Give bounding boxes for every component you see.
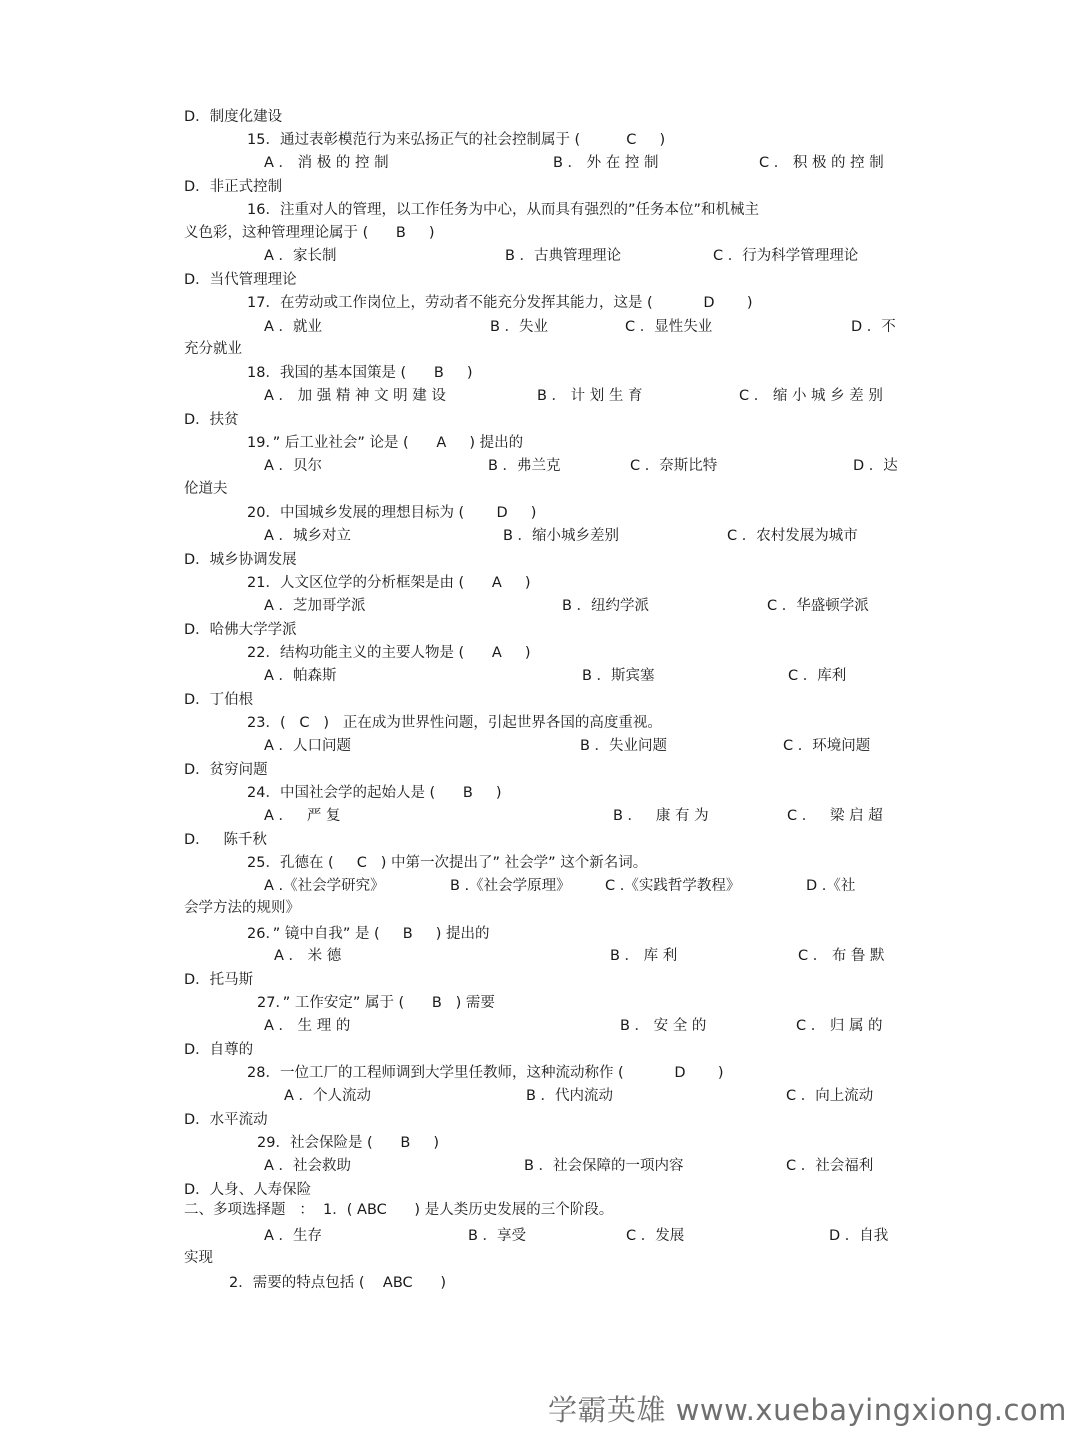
text-line: A .《社会学研究》 bbox=[264, 878, 385, 894]
text-line: B .《社会学原理》 bbox=[450, 878, 571, 894]
text-line: D ．不 bbox=[851, 319, 896, 335]
text-line: 26．” 镜中自我” 是 ( B ) 提出的 bbox=[247, 926, 490, 942]
text-line: 21．人文区位学的分析框架是由 ( A ) bbox=[247, 575, 531, 591]
text-line: 充分就业 bbox=[184, 341, 242, 357]
text-line: D．人身、人寿保险 bbox=[184, 1182, 312, 1198]
text-line: B ． 库 利 bbox=[610, 948, 678, 964]
text-line: B ． 康 有 为 bbox=[613, 808, 709, 824]
text-line: C ．农村发展为城市 bbox=[727, 528, 858, 544]
text-line: D．扶贫 bbox=[184, 412, 239, 428]
text-line: B ．弗兰克 bbox=[488, 458, 561, 474]
text-line: B ． 安 全 的 bbox=[620, 1018, 707, 1034]
text-line: 义色彩，这种管理理论属于 ( B ) bbox=[184, 225, 435, 241]
text-line: B ．社会保障的一项内容 bbox=[524, 1158, 684, 1174]
text-line: B ．古典管理理论 bbox=[505, 248, 622, 264]
text-line: D．贫穷问题 bbox=[184, 762, 268, 778]
text-line: 15．通过表彰模范行为来弘扬正气的社会控制属于 ( C ) bbox=[247, 132, 666, 148]
text-line: B ．失业问题 bbox=[580, 738, 668, 754]
text-line: 2．需要的特点包括 ( ABC ) bbox=[229, 1275, 446, 1291]
text-line: D ．达 bbox=[853, 458, 898, 474]
text-line: C ．社会福利 bbox=[786, 1158, 874, 1174]
text-line: 实现 bbox=[184, 1250, 213, 1266]
text-line: A ．生存 bbox=[264, 1228, 323, 1244]
text-line: D．丁伯根 bbox=[184, 692, 254, 708]
text-line: D ．自我 bbox=[829, 1228, 889, 1244]
text-line: 18．我国的基本国策是 ( B ) bbox=[247, 365, 473, 381]
text-line: A ．芝加哥学派 bbox=[264, 598, 366, 614]
text-line: B ． 外 在 控 制 bbox=[553, 155, 659, 171]
site-watermark: 学霸英雄 www.xuebayingxiong.com bbox=[548, 1393, 1067, 1427]
text-line: 28．一位工厂的工程师调到大学里任教师，这种流动称作 ( D ) bbox=[247, 1065, 724, 1081]
text-line: 二、多项选择题 ： 1．( ABC ) 是人类历史发展的三个阶段。 bbox=[184, 1202, 614, 1218]
text-line: B ．代内流动 bbox=[526, 1088, 614, 1104]
text-line: C ． 梁 启 超 bbox=[787, 808, 883, 824]
text-line: 17．在劳动或工作岗位上，劳动者不能充分发挥其能力，这是 ( D ) bbox=[247, 295, 753, 311]
text-line: C ．显性失业 bbox=[625, 319, 713, 335]
text-line: B ．享受 bbox=[468, 1228, 527, 1244]
text-line: B ．失业 bbox=[490, 319, 549, 335]
text-line: A ． 加 强 精 神 文 明 建 设 bbox=[264, 388, 446, 404]
text-line: B ．斯宾塞 bbox=[582, 668, 655, 684]
text-line: D．托马斯 bbox=[184, 972, 254, 988]
text-line: A ．人口问题 bbox=[264, 738, 352, 754]
text-line: D．哈佛大学学派 bbox=[184, 622, 297, 638]
text-line: A ． 米 德 bbox=[274, 948, 342, 964]
text-line: C ．奈斯比特 bbox=[630, 458, 718, 474]
text-line: C ． 布 鲁 默 bbox=[798, 948, 885, 964]
text-line: C ．华盛顿学派 bbox=[767, 598, 869, 614]
text-line: A ．帕森斯 bbox=[264, 668, 337, 684]
text-line: A ．家长制 bbox=[264, 248, 337, 264]
text-line: 伦道夫 bbox=[184, 481, 228, 497]
text-line: C ．发展 bbox=[626, 1228, 685, 1244]
text-line: B ．缩小城乡差别 bbox=[503, 528, 620, 544]
text-line: C ．库利 bbox=[788, 668, 847, 684]
text-line: 20．中国城乡发展的理想目标为 ( D ) bbox=[247, 505, 537, 521]
text-line: C ． 归 属 的 bbox=[796, 1018, 883, 1034]
text-line: C ．环境问题 bbox=[783, 738, 871, 754]
text-line: A ．贝尔 bbox=[264, 458, 323, 474]
text-line: 23．( C ) 正在成为世界性问题，引起世界各国的高度重视。 bbox=[247, 715, 662, 731]
text-line: A ．社会救助 bbox=[264, 1158, 352, 1174]
text-line: D .《社 bbox=[806, 878, 856, 894]
text-line: D．非正式控制 bbox=[184, 179, 283, 195]
text-line: A ．城乡对立 bbox=[264, 528, 352, 544]
text-line: C ． 缩 小 城 乡 差 别 bbox=[739, 388, 883, 404]
text-line: A ．就业 bbox=[264, 319, 323, 335]
text-line: D．自尊的 bbox=[184, 1042, 254, 1058]
text-line: 29．社会保险是 ( B ) bbox=[257, 1135, 440, 1151]
text-line: D． 陈千秋 bbox=[184, 832, 267, 848]
text-line: C ．向上流动 bbox=[786, 1088, 874, 1104]
text-line: D．水平流动 bbox=[184, 1112, 268, 1128]
text-line: A ．个人流动 bbox=[284, 1088, 372, 1104]
text-line: A ． 严 复 bbox=[264, 808, 341, 824]
text-line: C .《实践哲学教程》 bbox=[605, 878, 741, 894]
text-line: 16．注重对人的管理，以工作任务为中心，从而具有强烈的”任务本位”和机械主 bbox=[247, 202, 759, 218]
text-line: B ．纽约学派 bbox=[562, 598, 650, 614]
text-line: D．当代管理理论 bbox=[184, 272, 297, 288]
text-line: 27．” 工作安定” 属于 ( B ) 需要 bbox=[257, 995, 495, 1011]
text-line: 24．中国社会学的起始人是 ( B ) bbox=[247, 785, 502, 801]
text-line: B ． 计 划 生 育 bbox=[537, 388, 643, 404]
text-line: 会学方法的规则》 bbox=[184, 900, 300, 916]
text-line: A ． 消 极 的 控 制 bbox=[264, 155, 389, 171]
text-line: C ．行为科学管理理论 bbox=[713, 248, 859, 264]
text-line: D．制度化建设 bbox=[184, 109, 283, 125]
text-line: A ． 生 理 的 bbox=[264, 1018, 351, 1034]
text-line: 22．结构功能主义的主要人物是 ( A ) bbox=[247, 645, 531, 661]
text-line: D．城乡协调发展 bbox=[184, 552, 297, 568]
text-line: 25．孔德在 ( C ) 中第一次提出了” 社会学” 这个新名词。 bbox=[247, 855, 648, 871]
text-line: C ． 积 极 的 控 制 bbox=[759, 155, 884, 171]
text-line: 19．” 后工业社会” 论是 ( A ) 提出的 bbox=[247, 435, 524, 451]
